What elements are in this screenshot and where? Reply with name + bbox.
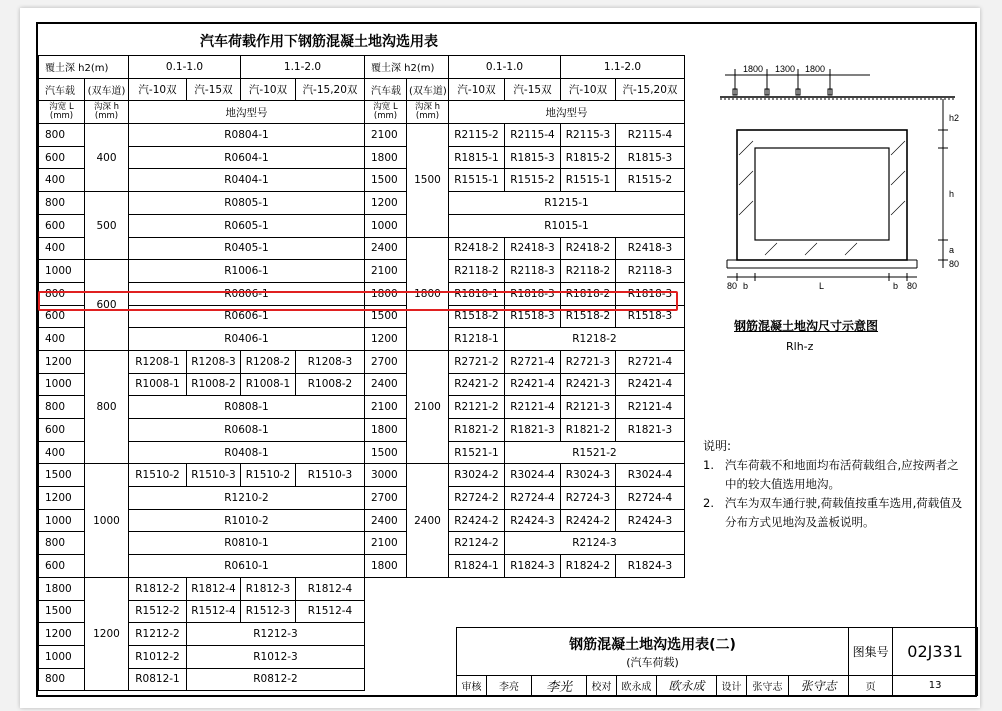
width-cell: 1000 xyxy=(39,645,85,668)
model-cell: R1821-3 xyxy=(616,419,685,442)
width-cell: 1000 xyxy=(39,260,85,283)
model-cell: R1518-3 xyxy=(616,305,685,328)
model-cell: R0408-1 xyxy=(129,441,365,464)
range-b-header: 1.1-2.0 xyxy=(241,56,365,79)
model-cell: R1812-3 xyxy=(241,577,296,600)
checker-signature: 欧永成 xyxy=(657,676,717,696)
model-cell: R1815-3 xyxy=(616,146,685,169)
model-cell: R2724-3 xyxy=(561,487,616,510)
model-cell: R1815-1 xyxy=(449,146,505,169)
width-cell: 2400 xyxy=(365,509,407,532)
model-cell: R1518-3 xyxy=(505,305,561,328)
dim-bottom-5: 80 xyxy=(907,281,918,291)
load-col: 汽-15,20双 xyxy=(616,78,685,101)
model-cell: R1815-2 xyxy=(561,146,616,169)
width-cell: 400 xyxy=(39,441,85,464)
reviewer-name: 李亮 xyxy=(487,676,532,696)
header-row xyxy=(39,78,365,101)
model-cell: R2421-3 xyxy=(561,373,616,396)
model-cell: R1212-3 xyxy=(187,623,365,646)
load-col: 汽-10双 xyxy=(561,78,616,101)
model-cell: R1821-3 xyxy=(505,419,561,442)
model-cell: R1008-1 xyxy=(129,373,187,396)
model-cell: R1518-2 xyxy=(561,305,616,328)
model-cell: R1208-3 xyxy=(187,350,241,373)
dim-80: 80 xyxy=(949,259,960,269)
model-cell: R2118-3 xyxy=(505,260,561,283)
model-cell: R0406-1 xyxy=(129,328,365,351)
depth-cell: 2400 xyxy=(407,464,449,577)
model-cell: R2724-4 xyxy=(505,487,561,510)
model-cell: R0610-1 xyxy=(129,555,365,578)
width-cell: 800 xyxy=(39,668,85,691)
left-selection-table xyxy=(38,55,365,691)
width-cell: 3000 xyxy=(365,464,407,487)
table-row xyxy=(365,350,685,373)
design-label: 设计 xyxy=(717,676,747,696)
model-cell: R1512-4 xyxy=(296,600,365,623)
model-cell: R2121-3 xyxy=(561,396,616,419)
width-cell: 1500 xyxy=(365,169,407,192)
model-cell: R1510-3 xyxy=(187,464,241,487)
model-cell: R1818-1 xyxy=(449,282,505,305)
depth-cell: 1500 xyxy=(407,124,449,237)
dim-bottom-3: L xyxy=(819,281,825,291)
width-cell: 2400 xyxy=(365,373,407,396)
model-cell: R2418-2 xyxy=(449,237,505,260)
dim-bottom-4: b xyxy=(893,281,899,291)
model-cell: R2724-2 xyxy=(449,487,505,510)
width-cell: 2100 xyxy=(365,532,407,555)
width-cell: 2700 xyxy=(365,350,407,373)
load-col: 汽-15双 xyxy=(187,78,241,101)
depth-header: 沟深 h (mm) xyxy=(85,101,129,124)
model-cell: R1824-2 xyxy=(561,555,616,578)
table-row xyxy=(39,350,365,373)
model-cell: R2121-2 xyxy=(449,396,505,419)
model-cell: R1218-2 xyxy=(505,328,685,351)
model-cell: R2424-3 xyxy=(505,509,561,532)
depth-cell: 800 xyxy=(85,350,129,463)
model-cell: R2424-3 xyxy=(616,509,685,532)
width-cell: 400 xyxy=(39,328,85,351)
header-row xyxy=(365,56,685,79)
dim-bottom-1: 80 xyxy=(727,281,738,291)
width-header: 沟宽 L (mm) xyxy=(365,101,407,124)
width-cell: 400 xyxy=(39,169,85,192)
width-cell: 600 xyxy=(39,214,85,237)
model-cell: R2421-2 xyxy=(449,373,505,396)
table-row xyxy=(39,192,365,215)
width-cell: 800 xyxy=(39,396,85,419)
notes-title: 说明: xyxy=(703,439,732,453)
dim-a: a xyxy=(949,245,955,255)
width-cell: 1200 xyxy=(39,350,85,373)
table-row xyxy=(365,464,685,487)
model-cell: R1818-3 xyxy=(505,282,561,305)
width-cell: 1200 xyxy=(365,192,407,215)
model-cell: R2121-4 xyxy=(616,396,685,419)
checker-name: 欧永成 xyxy=(617,676,657,696)
dim-h2: h2 xyxy=(949,113,960,123)
model-cell: R2424-2 xyxy=(561,509,616,532)
dim-top-2: 1300 xyxy=(775,64,796,74)
model-cell: R1006-1 xyxy=(129,260,365,283)
model-cell: R0805-1 xyxy=(129,192,365,215)
model-cell: R0806-1 xyxy=(129,282,365,305)
model-cell: R2721-4 xyxy=(616,350,685,373)
depth-cell: 400 xyxy=(85,124,129,192)
depth-cell: 500 xyxy=(85,192,129,260)
model-cell: R2118-3 xyxy=(616,260,685,283)
model-cell: R1210-2 xyxy=(129,487,365,510)
model-cell: R0608-1 xyxy=(129,419,365,442)
model-cell: R0812-1 xyxy=(129,668,187,691)
model-cell: R2121-4 xyxy=(505,396,561,419)
model-cell: R1208-2 xyxy=(241,350,296,373)
right-selection-table xyxy=(364,55,685,578)
model-cell: R2721-3 xyxy=(561,350,616,373)
header-row xyxy=(365,101,685,124)
width-cell: 1500 xyxy=(39,600,85,623)
width-cell: 2100 xyxy=(365,260,407,283)
main-title: 汽车荷载作用下钢筋混凝土地沟选用表 xyxy=(200,34,438,50)
model-cell: R2124-2 xyxy=(449,532,505,555)
drawing-subtitle: (汽车荷载) xyxy=(626,655,679,669)
model-header: 地沟型号 xyxy=(449,101,685,124)
check-label: 校对 xyxy=(587,676,617,696)
model-cell: R1521-2 xyxy=(505,441,685,464)
load-header: 汽车载 xyxy=(39,78,85,101)
model-cell: R1510-2 xyxy=(129,464,187,487)
width-cell: 600 xyxy=(39,555,85,578)
dim-top-1: 1800 xyxy=(743,64,764,74)
model-cell: R2115-4 xyxy=(616,124,685,147)
width-cell: 1500 xyxy=(39,464,85,487)
table-row xyxy=(365,124,685,147)
depth-header: 沟深 h (mm) xyxy=(407,101,449,124)
model-cell: R1215-1 xyxy=(449,192,685,215)
model-cell: R1512-4 xyxy=(187,600,241,623)
header-row xyxy=(365,78,685,101)
depth-cell: 1200 xyxy=(85,577,129,690)
model-cell: R1818-3 xyxy=(616,282,685,305)
range-a-header: 0.1-1.0 xyxy=(129,56,241,79)
cover-depth-header: 覆土深 h2(m) xyxy=(39,56,129,79)
model-cell: R0810-1 xyxy=(129,532,365,555)
width-cell: 1200 xyxy=(39,487,85,510)
model-cell: R3024-4 xyxy=(616,464,685,487)
note-item: 2. 汽车为双车通行驶,荷载值按重车选用,荷载值及分布方式见地沟及盖板说明。 xyxy=(703,496,963,529)
model-cell: R2421-4 xyxy=(505,373,561,396)
review-label: 审核 xyxy=(457,676,487,696)
width-cell: 2700 xyxy=(365,487,407,510)
atlas-label: 图集号 xyxy=(849,628,893,676)
model-cell: R0812-2 xyxy=(187,668,365,691)
width-cell: 1800 xyxy=(365,419,407,442)
dim-h: h xyxy=(949,189,955,199)
model-cell: R2721-4 xyxy=(505,350,561,373)
depth-cell: 1000 xyxy=(85,464,129,577)
range-a-header: 0.1-1.0 xyxy=(449,56,561,79)
model-cell: R1208-1 xyxy=(129,350,187,373)
header-row xyxy=(39,101,365,124)
width-cell: 800 xyxy=(39,282,85,305)
dual-lane-header: (双车道) xyxy=(85,78,129,101)
width-cell: 1200 xyxy=(39,623,85,646)
model-cell: R2418-3 xyxy=(505,237,561,260)
model-cell: R1510-3 xyxy=(296,464,365,487)
dim-top-3: 1800 xyxy=(805,64,826,74)
dim-bottom-2: b xyxy=(743,281,749,291)
model-cell: R0405-1 xyxy=(129,237,365,260)
model-cell: R1012-2 xyxy=(129,645,187,668)
model-cell: R1512-3 xyxy=(241,600,296,623)
load-col: 汽-10双 xyxy=(449,78,505,101)
drawing-title: 钢筋混凝土地沟选用表(二) xyxy=(569,636,736,653)
model-cell: R1815-3 xyxy=(505,146,561,169)
width-cell: 600 xyxy=(39,419,85,442)
width-cell: 1000 xyxy=(39,509,85,532)
load-header: 汽车载 xyxy=(365,78,407,101)
model-cell: R3024-3 xyxy=(561,464,616,487)
width-cell: 1800 xyxy=(365,146,407,169)
model-cell: R0605-1 xyxy=(129,214,365,237)
width-cell: 800 xyxy=(39,124,85,147)
notes xyxy=(703,437,963,532)
width-cell: 800 xyxy=(39,532,85,555)
model-cell: R0606-1 xyxy=(129,305,365,328)
model-cell: R1812-4 xyxy=(296,577,365,600)
model-cell: R2115-3 xyxy=(561,124,616,147)
model-cell: R1824-3 xyxy=(505,555,561,578)
model-cell: R3024-4 xyxy=(505,464,561,487)
model-cell: R1008-1 xyxy=(241,373,296,396)
dual-lane-header: (双车道) xyxy=(407,78,449,101)
width-cell: 2400 xyxy=(365,237,407,260)
table-row xyxy=(365,237,685,260)
model-cell: R2424-2 xyxy=(449,509,505,532)
model-cell: R2421-4 xyxy=(616,373,685,396)
atlas-number: 02J331 xyxy=(893,628,978,676)
model-cell: R1518-2 xyxy=(449,305,505,328)
width-cell: 1800 xyxy=(365,282,407,305)
diagram-caption: 钢筋混凝土地沟尺寸示意图 xyxy=(734,319,879,333)
table-row xyxy=(39,124,365,147)
model-cell: R2721-2 xyxy=(449,350,505,373)
model-cell: R1515-1 xyxy=(561,169,616,192)
model-cell: R2724-4 xyxy=(616,487,685,510)
width-cell: 1000 xyxy=(39,373,85,396)
model-cell: R1008-2 xyxy=(296,373,365,396)
model-cell: R2418-3 xyxy=(616,237,685,260)
model-cell: R1512-2 xyxy=(129,600,187,623)
width-cell: 400 xyxy=(39,237,85,260)
load-col: 汽-10双 xyxy=(129,78,187,101)
model-cell: R2118-2 xyxy=(561,260,616,283)
model-cell: R2115-4 xyxy=(505,124,561,147)
table-row xyxy=(39,464,365,487)
depth-cell: 2100 xyxy=(407,350,449,463)
width-cell: 1500 xyxy=(365,441,407,464)
load-col: 汽-10双 xyxy=(241,78,296,101)
reviewer-signature: 李光 xyxy=(532,676,587,696)
model-cell: R1824-3 xyxy=(616,555,685,578)
model-cell: R1008-2 xyxy=(187,373,241,396)
width-header: 沟宽 L (mm) xyxy=(39,101,85,124)
model-cell: R1012-3 xyxy=(187,645,365,668)
model-cell: R1821-2 xyxy=(449,419,505,442)
model-cell: R1212-2 xyxy=(129,623,187,646)
table-row xyxy=(39,260,365,283)
model-cell: R2115-2 xyxy=(449,124,505,147)
model-cell: R1015-1 xyxy=(449,214,685,237)
load-col: 汽-15双 xyxy=(505,78,561,101)
width-cell: 1500 xyxy=(365,305,407,328)
width-cell: 2100 xyxy=(365,396,407,419)
model-cell: R1208-3 xyxy=(296,350,365,373)
model-header: 地沟型号 xyxy=(129,101,365,124)
model-cell: R0808-1 xyxy=(129,396,365,419)
page-label: 页 xyxy=(849,676,893,696)
depth-cell: 1800 xyxy=(407,237,449,350)
model-cell: R1010-2 xyxy=(129,509,365,532)
model-cell: R1812-4 xyxy=(187,577,241,600)
width-cell: 2100 xyxy=(365,124,407,147)
width-cell: 1200 xyxy=(365,328,407,351)
model-cell: R1818-2 xyxy=(561,282,616,305)
width-cell: 600 xyxy=(39,305,85,328)
width-cell: 800 xyxy=(39,192,85,215)
model-cell: R1515-1 xyxy=(449,169,505,192)
range-b-header: 1.1-2.0 xyxy=(561,56,685,79)
model-cell: R0604-1 xyxy=(129,146,365,169)
model-cell: R1812-2 xyxy=(129,577,187,600)
depth-cell: 600 xyxy=(85,260,129,351)
page-number: 13 xyxy=(893,676,978,696)
table-row xyxy=(39,577,365,600)
model-cell: R1515-2 xyxy=(616,169,685,192)
width-cell: 600 xyxy=(39,146,85,169)
model-cell: R2418-2 xyxy=(561,237,616,260)
highlight-row-box xyxy=(38,291,678,311)
model-cell: R1821-2 xyxy=(561,419,616,442)
model-cell: R1218-1 xyxy=(449,328,505,351)
model-cell: R1521-1 xyxy=(449,441,505,464)
trench-section-diagram xyxy=(705,55,975,295)
header-row xyxy=(39,56,365,79)
model-cell: R2118-2 xyxy=(449,260,505,283)
model-cell: R0404-1 xyxy=(129,169,365,192)
cover-depth-header: 覆土深 h2(m) xyxy=(365,56,449,79)
note-item: 1. 汽车荷载不和地面均布活荷载组合,应按两者之中的较大值选用地沟。 xyxy=(703,458,959,491)
width-cell: 1800 xyxy=(39,577,85,600)
designer-signature: 张守志 xyxy=(789,676,849,696)
width-cell: 1800 xyxy=(365,555,407,578)
width-cell: 1000 xyxy=(365,214,407,237)
model-cell: R0804-1 xyxy=(129,124,365,147)
model-cell: R1510-2 xyxy=(241,464,296,487)
model-cell: R3024-2 xyxy=(449,464,505,487)
diagram-subcaption: Rlh-z xyxy=(786,340,814,353)
load-col: 汽-15,20双 xyxy=(296,78,365,101)
model-cell: R1515-2 xyxy=(505,169,561,192)
designer-name: 张守志 xyxy=(747,676,789,696)
title-block xyxy=(456,627,978,696)
model-cell: R2124-3 xyxy=(505,532,685,555)
model-cell: R1824-1 xyxy=(449,555,505,578)
